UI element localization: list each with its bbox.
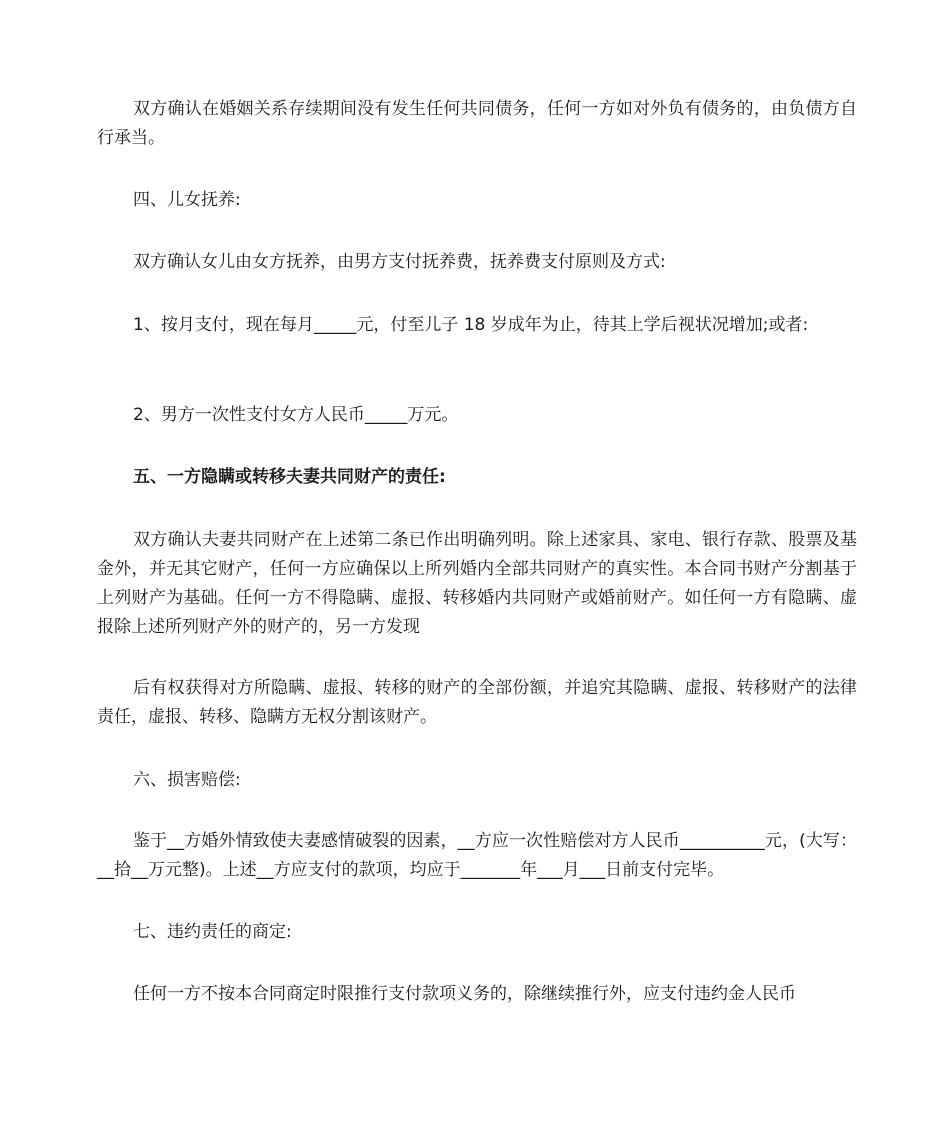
section-heading-concealment-liability: 五、一方隐瞒或转移夫妻共同财产的责任: (133, 467, 446, 487)
paragraph-breach-penalty: 任何一方不按本合同商定时限推行支付款项义务的，除继续推行外，应支付违约金人民币 (133, 984, 796, 1004)
section-heading-child-custody: 四、儿女抚养: (133, 190, 241, 210)
section-heading-breach-liability: 七、违约责任的商定: (133, 922, 292, 942)
section-heading-damages: 六、损害赔偿: (133, 770, 241, 790)
paragraph-debt-confirmation: 双方确认在婚姻关系存续期间没有发生任何共同债务，任何一方如对外负有债务的，由负债方自行承当。 (97, 99, 857, 148)
paragraph-damages-compensation: 鉴于__方婚外情致使夫妻感情破裂的因素，__方应一次性赔偿对方人民币__________元，(大写：__拾__万元整)。上述__方应支付的款项，均应于_______年___月___日前支付完毕。 (97, 831, 857, 880)
paragraph-lump-sum-payment: 2、男方一次性支付女方人民币_____万元。 (133, 405, 459, 425)
paragraph-monthly-payment: 1、按月支付，现在每月_____元，付至儿子 18 岁成年为止，待其上学后视状况增加;或者: (133, 315, 809, 335)
paragraph-property-confirmation: 双方确认夫妻共同财产在上述第二条已作出明确列明。除上述家具、家电、银行存款、股票及基金外，并无其它财产，任何一方应确保以上所列婚内全部共同财产的真实性。本合同书财产分割基于上列财产为基础。任何一方不得隐瞒、虚报、转移婚内共同财产或婚前财产。如任何一方有隐瞒、虚报除上述所列财产外的财产的，另一方发现 (97, 530, 857, 637)
paragraph-concealment-consequence: 后有权获得对方所隐瞒、虚报、转移的财产的全部份额，并追究其隐瞒、虚报、转移财产的法律责任，虚报、转移、隐瞒方无权分割该财产。 (97, 678, 857, 727)
paragraph-custody-agreement: 双方确认女儿由女方抚养，由男方支付抚养费，抚养费支付原则及方式: (133, 252, 666, 272)
